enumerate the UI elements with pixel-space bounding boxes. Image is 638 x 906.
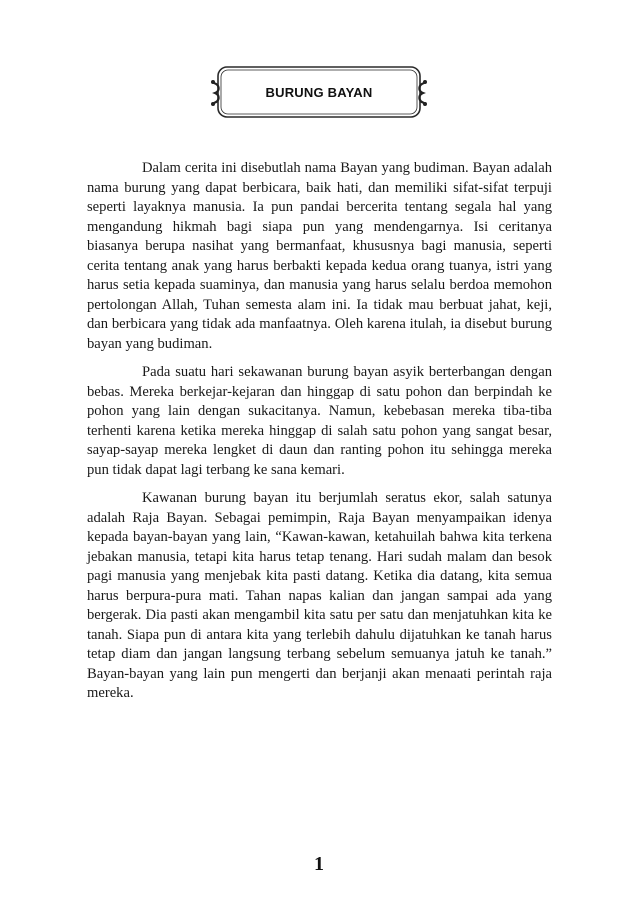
title-frame: [208, 63, 430, 121]
paragraph-1: Dalam cerita ini disebutlah nama Bayan yang budiman. Bayan adalah nama burung yang dapat berbicara, baik hati, dan memiliki sifat-sifat terpuji seperti layaknya manusia. Ia pun pandai bercerita tentang segala hal yang mengandung hikmah bagi siapa pun yang mendengarnya. Isi ceritanya biasanya berupa nasihat yang bermanfaat, khususnya bagi manusia, seperti cerita tentang anak yang harus berbakti kepada kedua orang tuanya, istri yang harus setia kepada suaminya, dan manusia yang harus selalu berdoa memohon pertolongan Allah, Tuhan semesta alam ini. Ia tidak mau berbuat jahat, keji, dan berbicara yang tidak ada manfaatnya. Oleh karena itulah, ia disebut burung bayan yang budiman.: [87, 160, 552, 352]
paragraph-2: Pada suatu hari sekawanan burung bayan asyik berterbangan dengan bebas. Mereka berkejar-kejaran dan hinggap di satu pohon dan berpindah ke pohon yang lain dengan sukacitanya. Namun, kebebasan mereka tiba-tiba terhenti karena ketika mereka hinggap di salah satu pohon yang sangat besar, sayap-sayap mereka lengket di daun dan ranting pohon itu sehingga mereka pun tidak dapat lagi terbang ke sana kemari.: [87, 364, 552, 478]
paragraph-3: Kawanan burung bayan itu berjumlah seratus ekor, salah satunya adalah Raja Bayan. Sebagai pemimpin, Raja Bayan menyampaikan idenya kepada bayan-bayan yang lain, “Kawan-kawan, ketahuilah bahwa kita terkena jebakan manusia, tetapi kita harus tetap tenang. Hari sudah malam dan besok pagi manusia yang menjebak kita pasti datang. Ketika dia datang, kita semua harus berpura-pura mati. Tahan napas kalian dan jangan sampai ada yang bergerak. Dia pasti akan mengambil kita satu per satu dan menjatuhkan kita ke tanah. Siapa pun di antara kita yang terlebih dahulu dijatuhkan ke tanah harus tetap diam dan jangan langsung terbang sebelum semuanya jatuh ke tanah.” Bayan-bayan yang lain pun mengerti dan berjanji akan menaati perintah raja mereka.: [87, 490, 552, 701]
page-number: 1: [314, 853, 324, 875]
chapter-title: BURUNG BAYAN: [265, 84, 373, 100]
story-body: [87, 159, 552, 713]
